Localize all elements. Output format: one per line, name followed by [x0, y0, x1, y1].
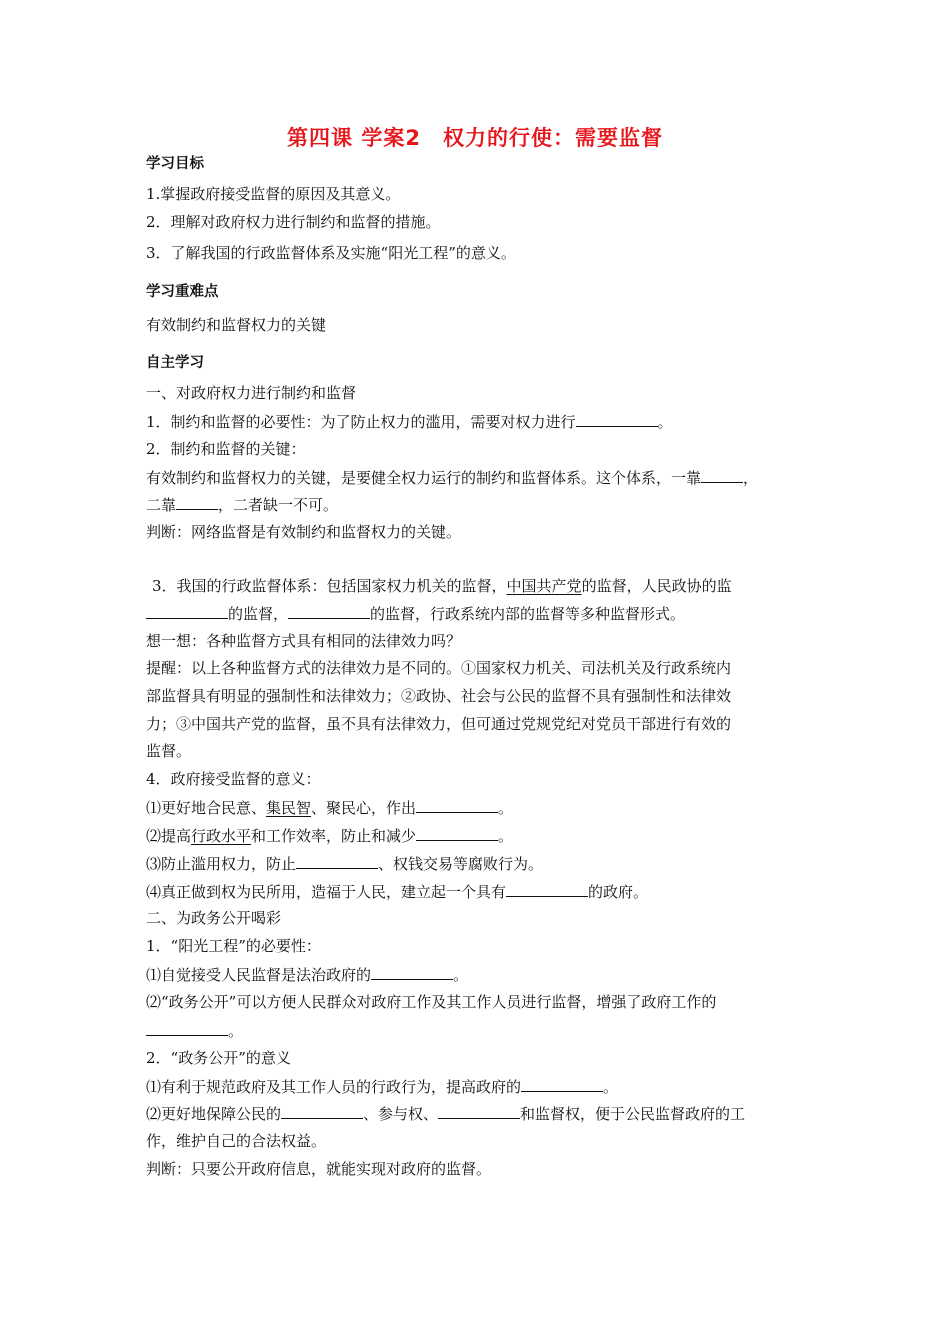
self-study-heading: 自主学习: [146, 355, 204, 371]
key-heading: 学习重难点: [146, 284, 219, 300]
question-4: 4．政府接受监督的意义：: [146, 770, 321, 788]
point-1: 1．“阳光工程”的必要性：: [146, 937, 321, 955]
question-4-3: ⑶防止滥用权力，防止 、权钱交易等腐败行为。: [146, 855, 544, 873]
point-1-2-cont: 。: [146, 1020, 243, 1041]
fill-blank[interactable]: [521, 1076, 603, 1092]
objective-item: 1.掌握政府接受监督的原因及其意义。: [146, 185, 401, 203]
fill-blank[interactable]: [701, 467, 743, 483]
fill-blank[interactable]: [281, 1103, 363, 1119]
fill-blank[interactable]: [438, 1103, 520, 1119]
question-3: 3．我国的行政监督体系：包括国家权力机关的监督，中国共产党的监督，人民政协的监: [152, 577, 732, 595]
key-text: 有效制约和监督权力的关键: [146, 316, 327, 334]
point-1-1: ⑴自觉接受人民监督是法治政府的 。: [146, 966, 469, 984]
question-4-1: ⑴更好地合民意、集民智、聚民心，作出 。: [146, 799, 514, 817]
fill-blank[interactable]: [576, 411, 658, 427]
judge-1: 判断：网络监督是有效制约和监督权力的关键。: [146, 523, 462, 541]
fill-blank[interactable]: [296, 853, 378, 869]
question-4-4: ⑷真正做到权为民所用，造福于人民，建立起一个具有 的政府。: [146, 883, 649, 901]
question-2: 2．制约和监督的关键：: [146, 440, 306, 458]
fill-blank[interactable]: [416, 825, 498, 841]
objective-item: 2．理解对政府权力进行制约和监督的措施。: [146, 213, 441, 231]
point-2-2: ⑵更好地保障公民的 、参与权、 和监督权，便于公民监督政府的工: [146, 1105, 746, 1123]
cpc-link: 中国共产党: [506, 577, 582, 595]
fill-blank[interactable]: [176, 494, 218, 510]
section-1-title: 一、对政府权力进行制约和监督: [146, 384, 357, 402]
document-title: 第四课 学案2 权力的行使：需要监督: [287, 126, 663, 150]
question-4-2: ⑵提高行政水平和工作效率，防止和减少 。: [146, 827, 514, 845]
hint-line: 力；③中国共产党的监督，虽不具有法律效力，但可通过党规党纪对党员干部进行有效的: [146, 715, 732, 733]
point-2-1: ⑴有利于规范政府及其工作人员的行政行为，提高政府的 。: [146, 1078, 619, 1096]
hint-line: 监督。: [146, 742, 192, 760]
judge-2: 判断：只要公开政府信息，就能实现对政府的监督。: [146, 1160, 492, 1178]
fill-blank[interactable]: [506, 881, 588, 897]
point-2-2-cont: 作，维护自己的合法权益。: [146, 1132, 327, 1150]
hint-line: 部监督具有明显的强制性和法律效力；②政协、社会与公民的监督不具有强制性和法律效: [146, 687, 732, 705]
fill-blank[interactable]: [371, 964, 453, 980]
question-1: 1．制约和监督的必要性：为了防止权力的滥用，需要对权力进行 。: [146, 413, 673, 431]
fill-blank[interactable]: [288, 603, 370, 619]
question-3-cont: 的监督， 的监督，行政系统内部的监督等多种监督形式。: [146, 603, 685, 624]
hint-line: 提醒：以上各种监督方式的法律效力是不同的。①国家权力机关、司法机关及行政系统内: [146, 659, 732, 677]
fill-blank[interactable]: [146, 603, 228, 619]
fill-blank[interactable]: [416, 797, 498, 813]
fill-blank[interactable]: [146, 1020, 228, 1036]
point-2: 2．“政务公开”的意义: [146, 1049, 291, 1067]
section-2-title: 二、为政务公开喝彩: [146, 909, 282, 927]
objectives-heading: 学习目标: [146, 156, 204, 172]
think-question: 想一想：各种监督方式具有相同的法律效力吗？: [146, 632, 462, 650]
question-2-text: 有效制约和监督权力的关键，是要健全权力运行的制约和监督体系。这个体系，一靠 ，: [146, 469, 759, 487]
objective-item: 3．了解我国的行政监督体系及实施“阳光工程”的意义。: [146, 244, 516, 262]
question-2-text-2: 二靠 ，二者缺一不可。: [146, 496, 339, 514]
point-1-2: ⑵“政务公开”可以方便人民群众对政府工作及其工作人员进行监督，增强了政府工作的: [146, 993, 717, 1011]
